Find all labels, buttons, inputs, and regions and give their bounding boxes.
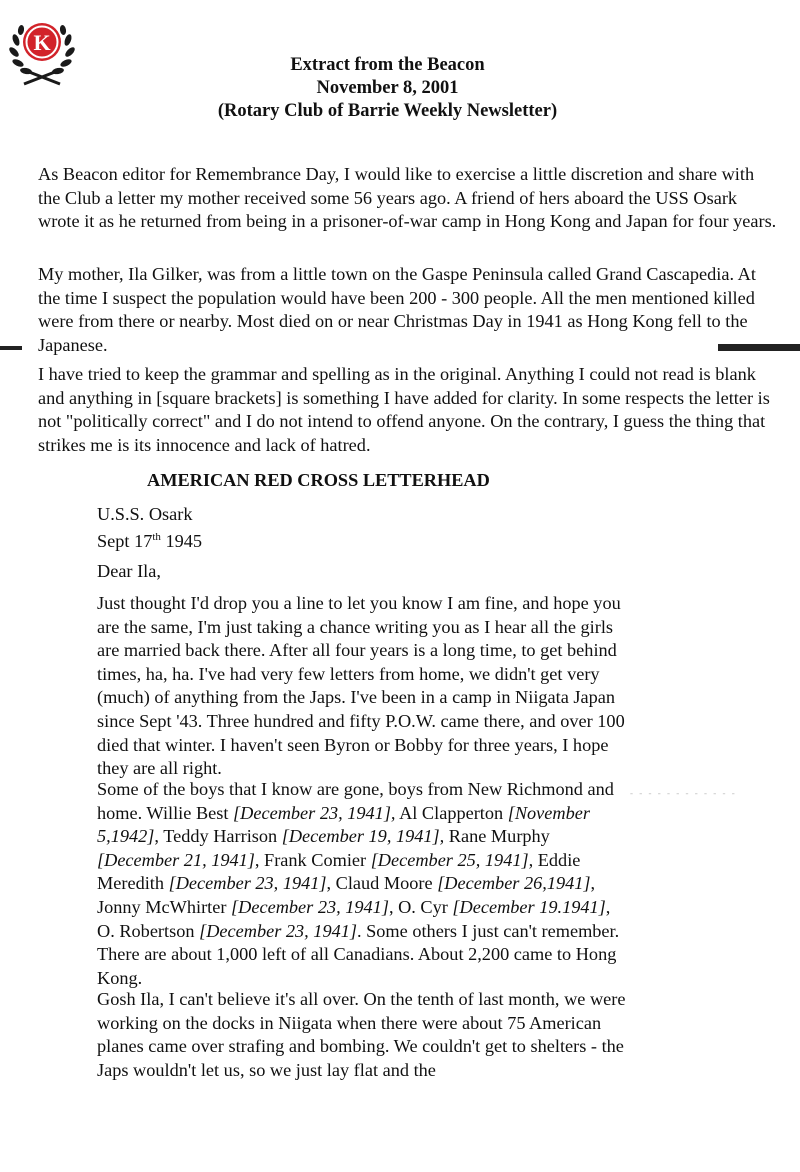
letter-address-block — [97, 503, 202, 553]
scan-noise: - - - - - - - - - - - - — [630, 788, 737, 798]
intro-paragraph-2: My mother, Ila Gilker, was from a little town on the Gaspe Peninsula called Grand Cascapedia. At the time I suspect the population would have been 200 - 300 people. All the men mentioned killed were from there or nearby. Most died on or near Christmas Day in 1941 as Hong Kong fell to the Japanese. — [38, 264, 756, 355]
letterhead-title: AMERICAN RED CROSS LETTERHEAD — [147, 470, 490, 490]
intro-paragraph-1: As Beacon editor for Remembrance Day, I would like to exercise a little discretion and share with the Club a letter my mother received some 56 years ago. A friend of hers aboard the USS Osark wrote it as he returned from being in a prisoner-of-war camp in Hong Kong and Japan for four years. — [38, 164, 777, 231]
header-line-1: Extract from the Beacon — [290, 55, 485, 75]
letter-paragraph-3: Gosh Ila, I can't believe it's all over. On the tenth of last month, we were working on the docks in Niigata when there were about 75 American planes came over strafing and bombing. We couldn't get to shelters - the Japs wouldn't let us, so we just lay flat and the — [97, 989, 626, 1080]
letter-salutation: Dear Ila, — [97, 561, 161, 581]
letter-paragraph-1: Just thought I'd drop you a line to let you know I am fine, and hope you are the same, I'm just taking a chance writing you as I hear all the girls are married back there. After all four years is a long time, to get behind times, ha, ha. I've had very few letters from home, we didn't get very (much) of anything from the Japs. I've been in a camp in Niigata Japan since Sept '43. Three hundred and fifty P.O.W. came there, and over 100 died that winter. I haven't seen Byron or Bobby for three years, I hope they are all right. — [97, 593, 625, 779]
letter-paragraph-2: Some of the boys that I know are gone, boys from New Richmond and home. Willie Best [December 23, 1941], Al Clapperton [November 5,1942], Teddy Harrison [December 19, 1941], Rane Murphy [December 21, 1941], Frank Comier [December 25, 1941], Eddie Meredith [December 23, 1941], Claud Moore [December 26,1941], Jonny McWhirter [December 23, 1941], O. Cyr [December 19.1941], O. Robertson [December 23, 1941]. Some others I just can't remember. There are about 1,000 left of all Canadians. About 2,200 came to Hong Kong. — [97, 779, 620, 988]
header-line-3: (Rotary Club of Barrie Weekly Newsletter) — [217, 101, 558, 121]
scan-mark-left — [0, 346, 22, 350]
intro-paragraph-3: I have tried to keep the grammar and spelling as in the original. Anything I could not read is blank and anything in [square brackets] is something I have added for clarity. In some respects the letter is not "politically correct" and I do not intend to offend anyone. On the contrary, I guess the thing that strikes me is its innocence and lack of hatred. — [38, 364, 770, 455]
letter-date: Sept 17th 1945 — [97, 531, 203, 552]
logo-letter: K — [33, 30, 51, 55]
header-line-2: November 8, 2001 — [316, 78, 459, 98]
document-header — [0, 54, 800, 123]
ship-name: U.S.S. Osark — [97, 504, 193, 524]
scan-mark-right — [718, 344, 800, 351]
